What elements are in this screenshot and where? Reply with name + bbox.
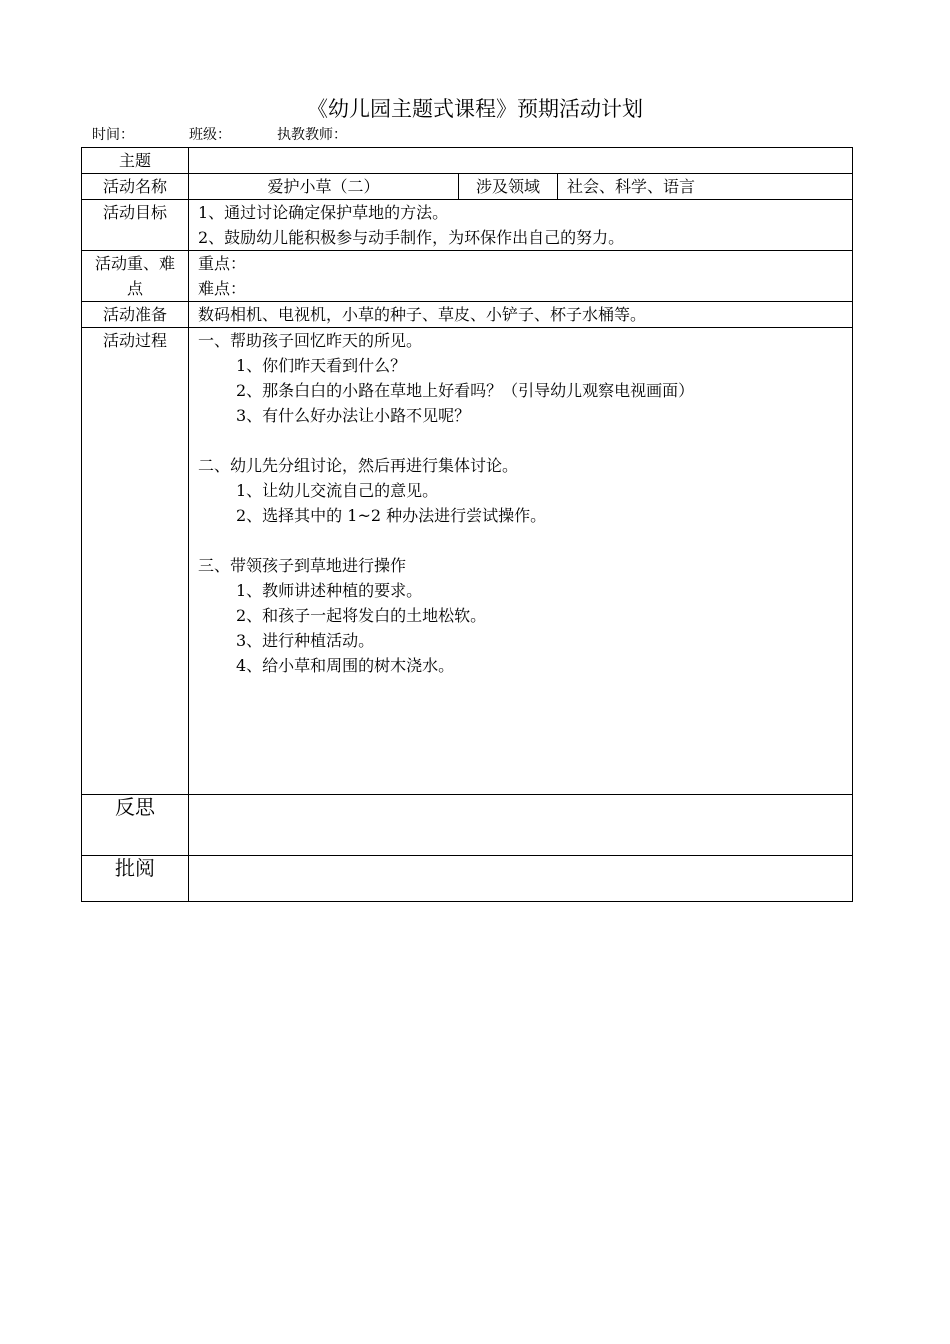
spacer <box>198 528 848 553</box>
meta-line <box>92 126 347 144</box>
process-item: 2、选择其中的 1~2 种办法进行尝试操作。 <box>236 506 547 525</box>
key-points-label-line-1: 活动重、难 <box>94 254 175 273</box>
class-label: 班级： <box>189 127 231 143</box>
domain-value: 社会、科学、语言 <box>558 174 853 200</box>
process-item: 1、你们昨天看到什么？ <box>236 356 407 375</box>
row-reflection <box>82 795 853 856</box>
theme-label: 主题 <box>82 148 189 174</box>
review-value <box>189 856 853 902</box>
review-label: 批阅 <box>82 856 189 902</box>
process-label: 活动过程 <box>82 328 189 795</box>
activity-name-value: 爱护小草（二） <box>189 174 459 200</box>
process-section-2-heading: 二、幼儿先分组讨论，然后再进行集体讨论。 <box>198 456 519 475</box>
process-content <box>189 328 853 795</box>
process-item: 2、那条白白的小路在草地上好看吗？（引导幼儿观察电视画面） <box>236 381 695 400</box>
process-item: 3、有什么好办法让小路不见呢？ <box>236 406 471 425</box>
domain-label: 涉及领域 <box>459 174 558 200</box>
focus-label: 重点： <box>198 254 247 273</box>
preparation-value: 数码相机、电视机，小草的种子、草皮、小铲子、杯子水桶等。 <box>189 302 853 328</box>
key-points-label-line-2: 点 <box>126 279 143 298</box>
teacher-label: 执教教师： <box>277 127 347 143</box>
goal-line-2: 2、鼓励幼儿能积极参与动手制作，为环保作出自己的努力。 <box>198 228 625 247</box>
process-item: 1、教师讲述种植的要求。 <box>236 581 423 600</box>
process-section-3-heading: 三、带领孩子到草地进行操作 <box>198 556 407 575</box>
process-item: 4、给小草和周围的树木浇水。 <box>236 656 455 675</box>
goal-line-1: 1、通过讨论确定保护草地的方法。 <box>198 203 449 222</box>
row-theme <box>82 148 853 174</box>
difficulty-label: 难点： <box>198 279 247 298</box>
row-preparation <box>82 302 853 328</box>
row-key-points <box>82 251 853 302</box>
preparation-label: 活动准备 <box>82 302 189 328</box>
row-review <box>82 856 853 902</box>
row-process <box>82 328 853 795</box>
plan-table <box>81 147 853 902</box>
goals-label: 活动目标 <box>82 200 189 251</box>
page-title: 《幼儿园主题式课程》预期活动计划 <box>307 97 643 121</box>
row-goals <box>82 200 853 251</box>
theme-value <box>189 148 853 174</box>
reflection-value <box>189 795 853 856</box>
process-item: 1、让幼儿交流自己的意见。 <box>236 481 439 500</box>
reflection-label: 反思 <box>82 795 189 856</box>
process-item: 3、进行种植活动。 <box>236 631 375 650</box>
key-points-content <box>189 251 853 302</box>
goals-content <box>189 200 853 251</box>
process-item: 2、和孩子一起将发白的土地松软。 <box>236 606 487 625</box>
activity-name-label: 活动名称 <box>82 174 189 200</box>
process-section-1-heading: 一、帮助孩子回忆昨天的所见。 <box>198 331 423 350</box>
key-points-label <box>82 251 189 302</box>
spacer <box>198 428 848 453</box>
row-activity-name <box>82 174 853 200</box>
time-label: 时间： <box>92 127 134 143</box>
